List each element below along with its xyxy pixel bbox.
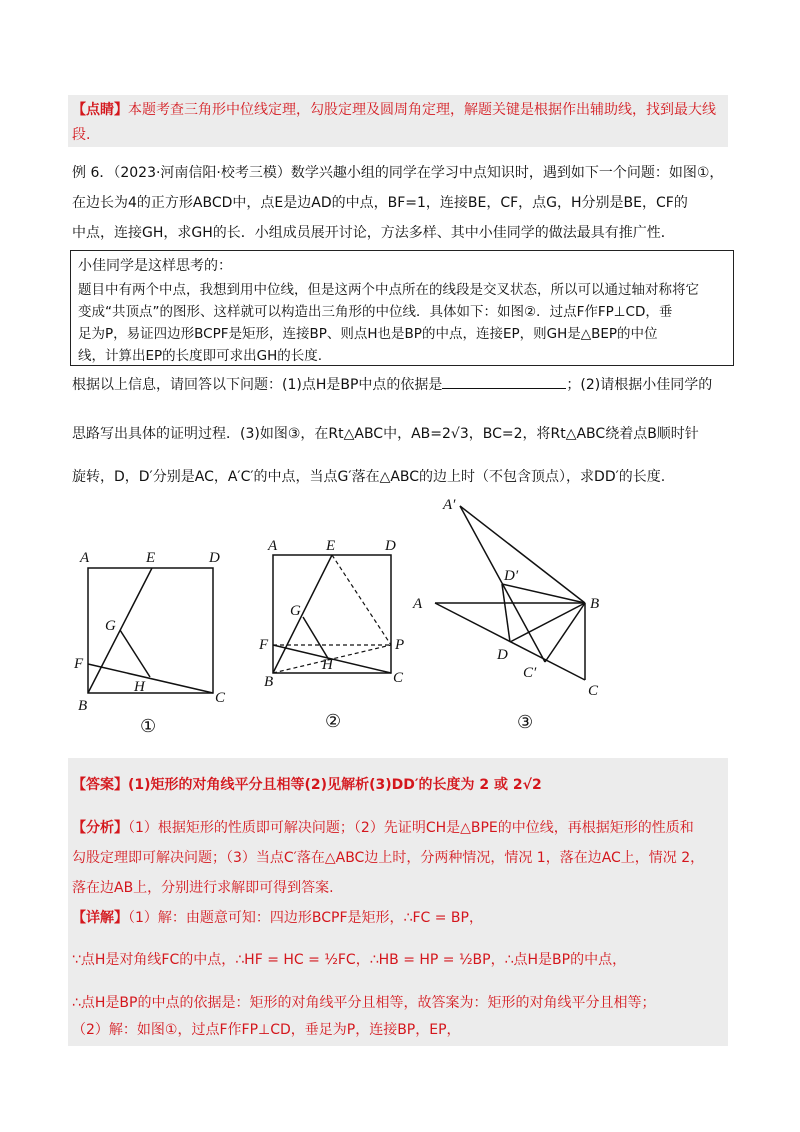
answer-text: (1)矩形的对角线平分且相等(2)见解析(3)DD′的长度为 2 或 2√2 [128, 777, 542, 793]
figure-3 [405, 490, 625, 735]
question-line-1a: 根据以上信息，请回答以下问题：(1)点H是BP中点的依据是 [72, 377, 443, 393]
fig2-label-B: B [264, 674, 274, 690]
fig3-label-D1: D′ [504, 568, 519, 584]
fig2-label-P: P [395, 637, 405, 653]
question-line-3: 旋转，D，D′分别是AC，A′C′的中点，当点G′落在△ABC的边上时（不包含顶点），求DD′的长度. [72, 469, 666, 485]
fig1-label-D: D [209, 550, 220, 566]
fig1-label-B: B [78, 698, 88, 714]
box-line-2: 题目中有两个中点，我想到用中位线，但是这两个中点所在的线段是交叉状态，所以可以通过轴对称将它 [78, 282, 699, 298]
fig2-label-H: H [322, 657, 333, 673]
fig3-label-C1: C′ [523, 665, 537, 681]
analysis-text-1: （1）根据矩形的性质即可解决问题；（2）先证明CH是△BPE的中位线，再根据矩形的性质和 [128, 820, 694, 836]
fig1-segment-FC [88, 664, 213, 693]
example-line-2: 在边长为4的正方形ABCD中，点E是边AD的中点，BF=1，连接BE，CF，点G，H分别是BE，CF的 [72, 195, 688, 211]
detail-line-2: ∵点H是对角线FC的中点，∴HF = HC = ½FC，∴HB = HP = ½BP，∴点H是BP的中点， [72, 952, 627, 968]
fig3-segment-BD [510, 603, 585, 642]
answer-tag: 【答案】 [72, 777, 128, 793]
fig2-label-D: D [385, 538, 396, 554]
fig1-label-C: C [215, 690, 226, 706]
fig3-segment-DD1 [502, 584, 510, 642]
fig2-label-C: C [393, 670, 404, 686]
fig2-label-G: G [290, 603, 301, 619]
fig3-label-A1: A′ [443, 497, 456, 513]
fig1-label-E: E [146, 550, 156, 566]
fig2-segment-BE [273, 555, 332, 673]
fig2-caption: ② [325, 711, 342, 732]
fig2-label-F: F [259, 637, 269, 653]
answer-blank [442, 374, 566, 389]
detail-line-1 [72, 908, 483, 928]
box-line-1: 小佳同学是这样思考的： [78, 258, 232, 274]
analysis-line-3: 落在边AB上，分别进行求解即可得到答案. [72, 880, 334, 896]
fig1-label-G: G [105, 618, 116, 634]
fig3-segment-BC1 [545, 603, 585, 662]
fig1-label-F: F [74, 656, 84, 672]
analysis-line-2: 勾股定理即可解决问题；（3）当点C′落在△ABC边上时，分两种情况，情况 1，落在边AC上，情况 2， [72, 850, 705, 866]
fig3-label-B: B [590, 596, 600, 612]
detail-text-1: （1）解：由题意可知：四边形BCPF是矩形，∴FC = BP， [128, 910, 483, 926]
fig1-caption: ① [140, 716, 157, 737]
dianjing-line-2: 段. [72, 127, 91, 143]
fig3-label-A: A [413, 596, 423, 612]
fig2-label-E: E [326, 538, 336, 554]
box-line-3: 变成“共顶点”的图形、这样就可以构造出三角形的中位线．具体如下：如图②．过点F作FP⊥CD，垂 [78, 304, 673, 320]
fig3-label-D: D [497, 647, 508, 663]
fig1-segment-GH [120, 630, 150, 677]
example-line-1: 例 6．（2023·河南信阳·校考三模）数学兴趣小组的同学在学习中点知识时，遇到如下一个问题：如图①， [72, 165, 724, 181]
fig2-dashed-EP [332, 555, 391, 645]
question-line-2: 思路写出具体的证明过程．(3)如图③，在Rt△ABC中，AB=2√3，BC=2，将Rt△ABC绕着点B顺时针 [72, 426, 699, 442]
fig1-label-H: H [134, 679, 145, 695]
fig3-label-C: C [588, 683, 599, 699]
question-line-1b: ；(2)请根据小佳同学的 [566, 377, 713, 393]
dianjing-line-1 [72, 100, 716, 120]
question-line-1 [72, 374, 712, 395]
figure-2 [258, 535, 418, 735]
fig2-label-A: A [268, 538, 278, 554]
dianjing-text-1: 本题考查三角形中位线定理，勾股定理及圆周角定理，解题关键是根据作出辅助线，找到最大线 [128, 102, 716, 118]
detail-tag: 【详解】 [72, 910, 128, 926]
dianjing-tag: 【点睛】 [72, 102, 128, 118]
detail-line-4: （2）解：如图①，过点F作FP⊥CD，垂足为P，连接BP，EP， [72, 1022, 461, 1038]
box-line-5: 线，计算出EP的长度即可求出GH的长度. [78, 348, 323, 364]
example-line-3: 中点，连接GH，求GH的长．小组成员展开讨论，方法多样、其中小佳同学的做法最具有推广性． [72, 225, 675, 241]
fig3-caption: ③ [517, 712, 534, 733]
detail-line-3: ∴点H是BP的中点的依据是：矩形的对角线平分且相等，故答案为：矩形的对角线平分且相等； [72, 995, 656, 1011]
box-line-4: 足为P，易证四边形BCPF是矩形，连接BP、则点H也是BP的中点，连接EP，则GH是△BEP的中位 [78, 326, 658, 342]
analysis-tag: 【分析】 [72, 820, 128, 836]
figure-1 [70, 540, 240, 740]
analysis-line-1 [72, 818, 694, 838]
answer-line [72, 775, 542, 795]
fig1-label-A: A [80, 550, 90, 566]
